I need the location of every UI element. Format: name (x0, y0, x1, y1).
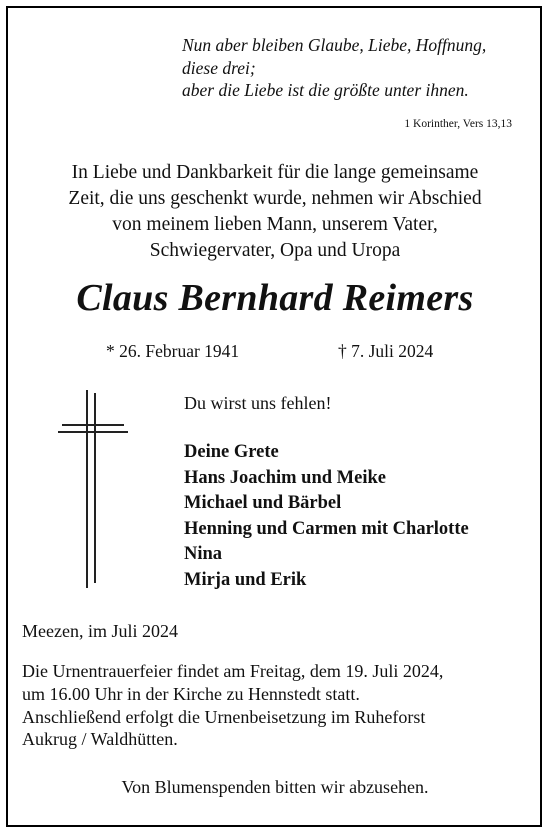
info-line: Die Urnentrauerfeier findet am Freitag, dem 19. Juli 2024, (22, 661, 444, 681)
quote-source: 1 Korinther, Vers 13,13 (404, 118, 512, 130)
farewell-line: Du wirst uns fehlen! (184, 393, 332, 413)
mourner-name: Henning und Carmen mit Charlotte (184, 518, 469, 539)
mourner-name: Michael und Bärbel (184, 493, 342, 514)
quote-line: Nun aber bleiben Glaube, Liebe, Hoffnung, (182, 35, 487, 55)
info-line: um 16.00 Uhr in der Kirche zu Hennstedt statt. (22, 683, 360, 704)
quote-line: aber die Liebe ist die größte unter ihnen. (182, 80, 469, 100)
intro-line: In Liebe und Dankbarkeit für die lange gemeinsame (71, 162, 479, 183)
quote-line: diese drei; (182, 57, 256, 78)
birth-date: * 26. Februar 1941 (106, 341, 240, 361)
intro-line: Zeit, die uns geschenkt wurde, nehmen wir Abschied (68, 188, 482, 209)
deceased-name: Claus Bernhard Reimers (76, 277, 474, 319)
intro-line: Schwiegervater, Opa und Uropa (149, 240, 401, 261)
death-date: † 7. Juli 2024 (338, 341, 434, 361)
intro-line: von meinem lieben Mann, unserem Vater, (112, 214, 438, 235)
place-date: Meezen, im Juli 2024 (22, 621, 178, 641)
bible-quote (182, 34, 532, 102)
cross-icon (58, 390, 130, 590)
info-line: Aukrug / Waldhütten. (22, 729, 178, 750)
ceremony-info (22, 660, 443, 751)
mourners-list (184, 440, 469, 594)
intro-text (20, 160, 530, 264)
info-line: Anschließend erfolgt die Urnenbeisetzung im Ruheforst (22, 706, 426, 727)
mourner-name: Hans Joachim und Meike (184, 467, 386, 488)
mourner-name: Mirja und Erik (184, 569, 307, 590)
flowers-note: Von Blumenspenden bitten wir abzusehen. (121, 777, 429, 797)
mourner-name: Nina (184, 544, 223, 565)
mourner-name: Deine Grete (184, 442, 279, 462)
